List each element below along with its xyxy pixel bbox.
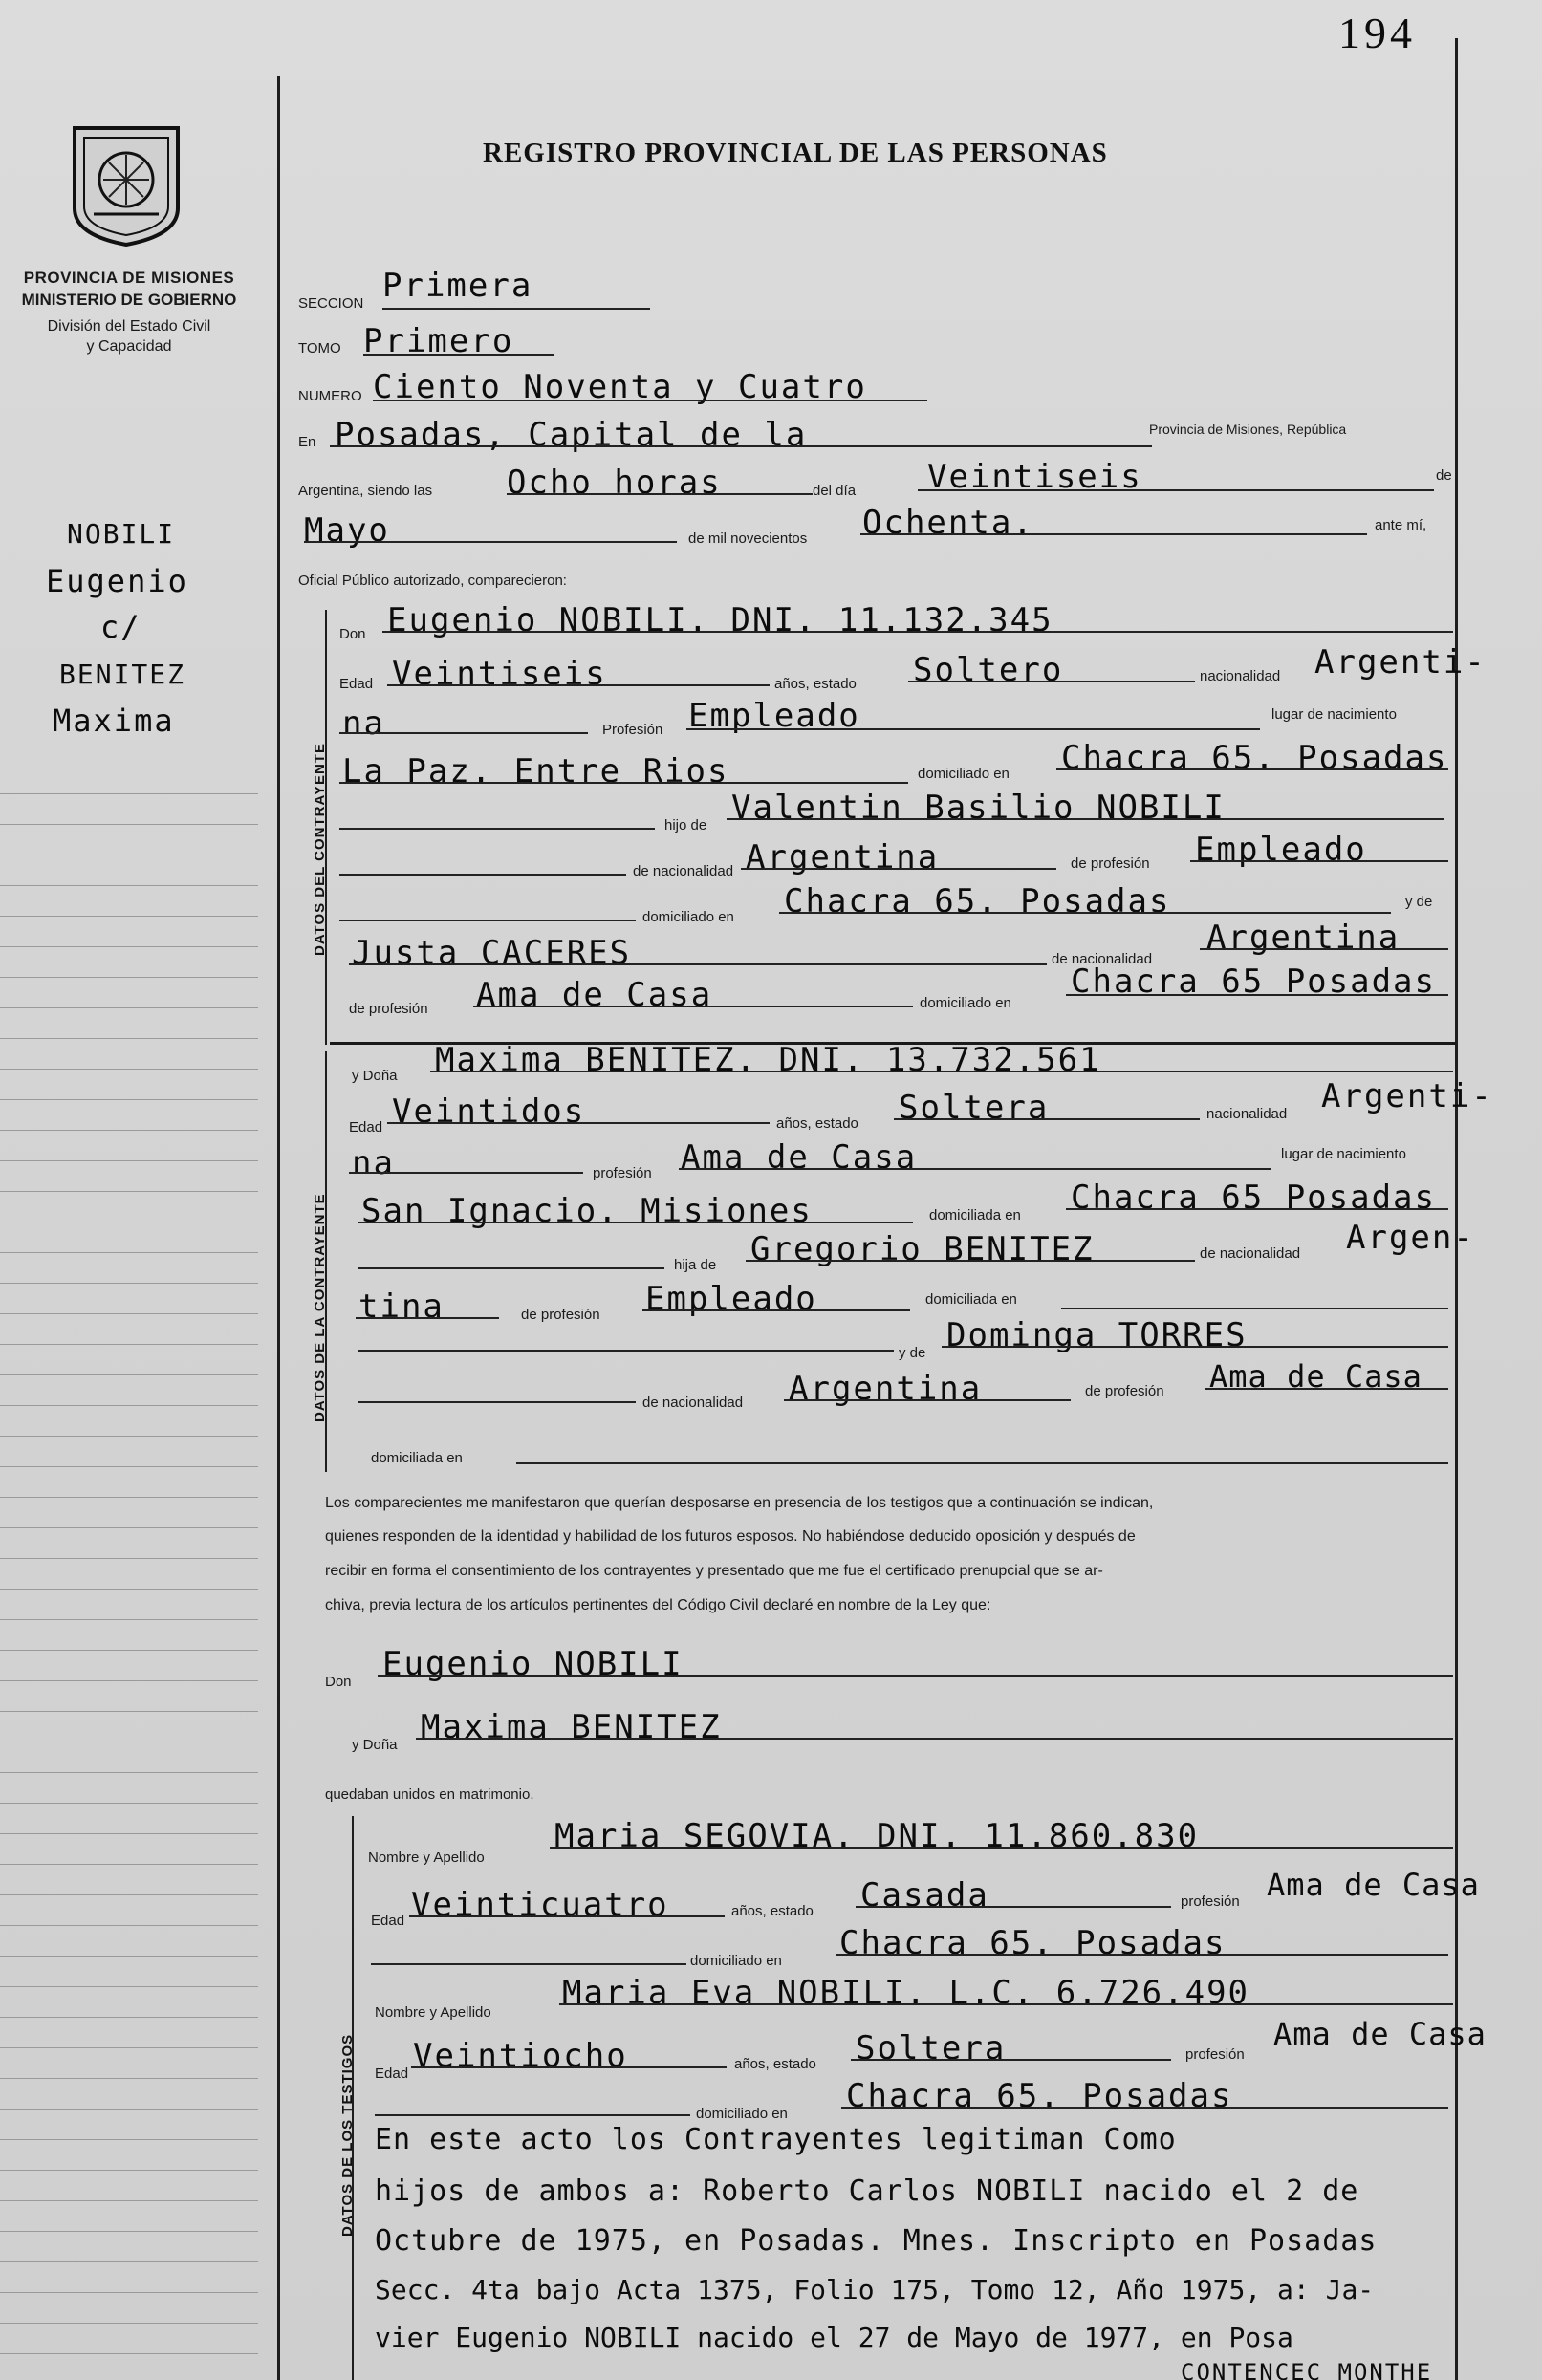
contrayenta-madre-dom-label: domiciliada en [371, 1450, 463, 1466]
margin-ruled-line [0, 2323, 258, 2324]
office-province: PROVINCIA DE MISIONES [23, 269, 235, 287]
margin-ruled-line [0, 1130, 258, 1131]
margin-ruled-line [0, 1038, 258, 1039]
document-title: REGISTRO PROVINCIAL DE LAS PERSONAS [483, 138, 1108, 168]
anio-line [860, 533, 1367, 535]
contrayente-hijo-pre-line [339, 828, 655, 830]
testigo1-domicilio-line [836, 1954, 1448, 1956]
contrayente-domicilio-line [1056, 768, 1448, 770]
margin-ruled-line [0, 2231, 258, 2232]
margin-ruled-line [0, 1864, 258, 1865]
contrayente-padre-pre-line [339, 874, 626, 876]
nota-line3: Octubre de 1975, en Posadas. Mnes. Inscripto en Posadas [375, 2224, 1378, 2258]
testigo1-edad: Veinticuatro [411, 1886, 669, 1924]
contrayente-padre-prof-label: de profesión [1071, 855, 1150, 872]
contrayente-madre-dom-line [1066, 994, 1448, 996]
declaration-don-line [378, 1675, 1453, 1677]
contrayenta-madre-profesion: Ama de Casa [1209, 1358, 1423, 1395]
contrayenta-edad-label: Edad [349, 1119, 383, 1136]
seal-emblem-icon [65, 122, 187, 249]
don-label: Don [339, 626, 366, 642]
contrayenta-edad-line [387, 1122, 770, 1124]
contrayente-madre-prof-label: de profesión [349, 1001, 428, 1017]
contrayenta-padre-prof-line [642, 1309, 910, 1311]
contrayenta-madre-nac-label: de nacionalidad [642, 1395, 744, 1411]
contrayente-lugar-nac-line [339, 782, 908, 784]
folio-number: 194 [1338, 9, 1416, 57]
margin-ruled-line [0, 2353, 258, 2354]
contrayente-estado-line [908, 681, 1195, 682]
contrayenta-nacionalidad-a: Argenti- [1321, 1077, 1493, 1115]
contrayenta-padre-nac-line [356, 1317, 499, 1319]
contrayente-madre-prof-line [473, 1006, 913, 1007]
contrayenta-padre-nac-label: de nacionalidad [1200, 1245, 1301, 1262]
contrayente-padre-nac-label: de nacionalidad [633, 863, 734, 879]
numero-label: NUMERO [298, 388, 362, 404]
margin-note-line4: BENITEZ [59, 659, 186, 690]
contrayente-domicilio-label: domiciliado en [918, 766, 1010, 782]
margin-ruled-line [0, 1772, 258, 1773]
contrayente-edad: Veintiseis [392, 655, 607, 693]
testigo2-estado: Soltera [856, 2029, 1007, 2067]
contrayenta-madre-dom-line [516, 1462, 1448, 1464]
nota-line6: CONTENCEC MONTHE [1181, 2359, 1433, 2380]
contrayenta-nacionalidad-label: nacionalidad [1206, 1106, 1288, 1122]
margin-ruled-line [0, 1619, 258, 1620]
contrayenta-madre-line [942, 1346, 1448, 1348]
margin-ruled-line [0, 2292, 258, 2293]
declaration-dona: Maxima BENITEZ [421, 1708, 722, 1746]
margin-ruled-line [0, 1527, 258, 1528]
contrayenta-madre-nacionalidad: Argentina [789, 1370, 983, 1408]
contrayenta-domicilio: Chacra 65 Posadas [1071, 1179, 1436, 1217]
testigo1-dom-pre-line [371, 1963, 686, 1965]
contrayente-padre-line [727, 818, 1444, 820]
contrayenta-nombre: Maxima BENITEZ. DNI. 13.732.561 [435, 1041, 1101, 1079]
declaration-line4: chiva, previa lectura de los artículos pertinentes del Código Civil declaré en nombre de la Ley que: [325, 1597, 991, 1613]
margin-ruled-line [0, 1956, 258, 1957]
margin-note-line3: c/ [100, 609, 141, 645]
ante-mi-label: ante mí, [1375, 517, 1427, 533]
contrayenta-nombre-line [430, 1071, 1453, 1072]
mes-value: Mayo [304, 511, 390, 550]
testigo1-nombre-label: Nombre y Apellido [368, 1850, 485, 1866]
contrayente-madre-line [349, 963, 1047, 965]
contrayenta-madre-nac-line [784, 1399, 1071, 1401]
contrayenta-hija-label: hija de [674, 1257, 717, 1273]
contrayente-estado: Soltero [913, 651, 1064, 689]
margin-ruled-line [0, 2200, 258, 2201]
margin-note-line5: Maxima [53, 703, 175, 739]
contrayente-edad-label: Edad [339, 676, 374, 692]
margin-ruled-line [0, 1007, 258, 1008]
provincial-seal [65, 122, 187, 249]
dona-label: y Doña [352, 1068, 398, 1084]
margin-ruled-line [0, 2170, 258, 2171]
numero-line [373, 400, 927, 401]
margin-ruled-line [0, 2017, 258, 2018]
margin-ruled-line [0, 1191, 258, 1192]
contrayente-nombre-line [382, 631, 1453, 633]
margin-ruled-line [0, 2109, 258, 2110]
contrayente-padre-dom-line [779, 912, 1391, 914]
contrayenta-padre-nacionalidad-a: Argen- [1346, 1219, 1475, 1257]
margin-ruled-line [0, 2139, 258, 2140]
hora-value: Ocho horas [507, 464, 722, 502]
testigo2-estado-line [851, 2059, 1171, 2061]
contrayenta-lugar-nac-label: lugar de nacimiento [1281, 1146, 1406, 1162]
contrayenta-hija-pre-line [358, 1267, 664, 1269]
testigo2-domicilio-line [841, 2107, 1448, 2109]
contrayenta-madre-nac-pre-line [358, 1401, 636, 1403]
testigo2-profesion-label: profesión [1185, 2046, 1245, 2063]
contrayente-side-label: DATOS DEL CONTRAYENTE [312, 743, 328, 956]
margin-ruled-line [0, 1894, 258, 1895]
testigo1-edad-line [409, 1915, 725, 1917]
argentina-label: Argentina, siendo las [298, 483, 433, 499]
mes-line [304, 541, 677, 543]
hora-line [507, 493, 813, 495]
margin-ruled-line [0, 2047, 258, 2048]
contrayente-hijo-label: hijo de [664, 817, 707, 833]
contrayente-y-de-label: y de [1405, 894, 1433, 910]
margin-ruled-line [0, 1589, 258, 1590]
nota-line5: vier Eugenio NOBILI nacido el 27 de Mayo de 1977, en Posa [375, 2322, 1293, 2353]
nota-line1: En este acto los Contrayentes legitiman Como [375, 2123, 1177, 2156]
testigo1-estado: Casada [860, 1876, 989, 1915]
contrayente-domicilio: Chacra 65. Posadas [1061, 739, 1448, 777]
contrayente-padre-dom-label: domiciliado en [642, 909, 734, 925]
contrayente-madre-dom-label: domiciliado en [920, 995, 1011, 1011]
nota-line4: Secc. 4ta bajo Acta 1375, Folio 175, Tomo 12, Año 1975, a: Ja- [375, 2274, 1375, 2305]
margin-ruled-line [0, 1680, 258, 1681]
contrayenta-padre: Gregorio BENITEZ [750, 1230, 1095, 1268]
office-block [0, 270, 258, 355]
margin-ruled-line [0, 793, 258, 794]
seccion-label: SECCION [298, 295, 364, 312]
margin-ruled-line [0, 1283, 258, 1284]
margin-ruled-line [0, 1405, 258, 1406]
contrayente-padre-profesion: Empleado [1195, 831, 1367, 869]
tomo-label: TOMO [298, 340, 341, 357]
contrayenta-domicilio-label: domiciliada en [929, 1207, 1021, 1223]
contrayente-nacionalidad-b: na [342, 704, 385, 743]
contrayenta-profesion-line [679, 1168, 1271, 1170]
contrayente-padre-domicilio: Chacra 65. Posadas [784, 882, 1171, 920]
testigo1-edad-label: Edad [371, 1913, 405, 1929]
provincia-label: Provincia de Misiones, República [1149, 422, 1347, 437]
margin-ruled-line [0, 1069, 258, 1070]
margin-ruled-line [0, 1925, 258, 1926]
contrayente-edad-line [387, 684, 770, 686]
contrayenta-madre-prof-label: de profesión [1085, 1383, 1164, 1399]
declaration-line1: Los comparecientes me manifestaron que querían desposarse en presencia de los testigos que a continuación se indican, [325, 1495, 1154, 1511]
declaration-quedaban: quedaban unidos en matrimonio. [325, 1786, 534, 1803]
testigo1-domicilio-label: domiciliado en [690, 1953, 782, 1969]
testigo1-estado-line [856, 1906, 1171, 1908]
testigo2-edad-line [411, 2066, 727, 2068]
contrayenta-estado-line [894, 1118, 1200, 1120]
contrayenta-profesion: Ama de Casa [681, 1138, 918, 1177]
margin-ruled-line [0, 1466, 258, 1467]
contrayente-lugar-nac-label: lugar de nacimiento [1271, 706, 1397, 723]
margin-ruled-line [0, 1558, 258, 1559]
margin-ruled-line [0, 1803, 258, 1804]
margin-ruled-line [0, 1650, 258, 1651]
contrayente-padre-dom-pre-line [339, 920, 636, 921]
contrayente-padre-prof-line [1190, 860, 1448, 862]
contrayente-madre-nacionalidad: Argentina [1206, 919, 1401, 957]
contrayente-madre-nac-line [1200, 948, 1448, 950]
contrayenta-estado-label: años, estado [776, 1115, 858, 1132]
margin-ruled-line [0, 2078, 258, 2079]
contrayenta-padre-prof-label: de profesión [521, 1307, 600, 1323]
anio-value: Ochenta. [862, 504, 1034, 542]
contrayenta-madre-pre-line [358, 1350, 894, 1352]
contrayente-estado-label: años, estado [774, 676, 857, 692]
lugar-line [330, 445, 1152, 447]
contrayenta-padre-profesion: Empleado [645, 1280, 817, 1318]
margin-ruled-line [0, 1711, 258, 1712]
margin-ruled-line [0, 977, 258, 978]
office-ministry: MINISTERIO DE GOBIERNO [21, 291, 237, 309]
margin-ruled-line [0, 1313, 258, 1314]
contrayente-padre-nacionalidad: Argentina [746, 838, 940, 876]
contrayenta-padre-dom-line [1061, 1308, 1448, 1309]
contrayente-profesion-line [686, 728, 1260, 730]
margin-ruled-line [0, 1497, 258, 1498]
testigo1-nombre: Maria SEGOVIA. DNI. 11.860.830 [554, 1817, 1200, 1855]
testigo2-domicilio-label: domiciliado en [696, 2106, 788, 2122]
contrayenta-estado: Soltera [899, 1089, 1050, 1127]
margin-ruled-line [0, 1252, 258, 1253]
dia-value: Veintiseis [927, 458, 1142, 496]
testigo1-nombre-line [550, 1847, 1453, 1849]
contrayenta-domicilio-line [1066, 1208, 1448, 1210]
margin-ruled-line [0, 1833, 258, 1834]
contrayenta-padre-dom-label: domiciliada en [925, 1291, 1017, 1308]
dia-line [918, 489, 1434, 491]
contrayente-nacionalidad-label: nacionalidad [1200, 668, 1281, 684]
contrayenta-madre: Dominga TORRES [946, 1316, 1248, 1354]
margin-ruled-line [0, 1344, 258, 1345]
testigo1-domicilio: Chacra 65. Posadas [839, 1924, 1227, 1962]
testigo2-nombre: Maria Eva NOBILI. L.C. 6.726.490 [562, 1974, 1250, 2012]
testigo1-profesion: Ama de Casa [1267, 1867, 1480, 1903]
testigo1-profesion-label: profesión [1181, 1893, 1240, 1910]
contrayenta-lugar-nac-line [358, 1222, 913, 1223]
contrayenta-profesion-label: profesión [593, 1165, 652, 1181]
seccion-value: Primera [382, 267, 533, 305]
testigo2-edad-label: Edad [375, 2066, 409, 2082]
margin-ruled-line [0, 946, 258, 947]
testigos-side-label: DATOS DE LOS TESTIGOS [339, 2033, 356, 2237]
declaration-line3: recibir en forma el consentimiento de los contrayentes y presentado que me fue el certificado prenupcial que se ar- [325, 1563, 1103, 1579]
contrayenta-side-label: DATOS DE LA CONTRAYENTE [312, 1193, 328, 1422]
margin-ruled-line [0, 916, 258, 917]
del-dia-label: del día [813, 483, 857, 499]
margin-ruled-line [0, 1436, 258, 1437]
office-division: División del Estado Civil [47, 318, 211, 335]
contrayente-madre-domicilio: Chacra 65 Posadas [1071, 963, 1436, 1001]
de-mil-label: de mil novecientos [688, 530, 808, 547]
testigo2-nombre-label: Nombre y Apellido [375, 2004, 491, 2021]
testigo2-dom-pre-line [375, 2114, 690, 2116]
contrayenta-nacionalidad-b: na [352, 1144, 395, 1182]
contrayente-profesion: Empleado [688, 697, 860, 735]
lugar-value: Posadas, Capital de la [335, 416, 808, 454]
contrayente-lugar-nacimiento: La Paz. Entre Rios [342, 752, 729, 790]
contrayenta-y-de-label: y de [899, 1345, 926, 1361]
de-label: de [1436, 467, 1452, 484]
contrayenta-madre-prof-line [1205, 1388, 1448, 1390]
declaration-line2: quienes responden de la identidad y habilidad de los futuros esposos. No habiéndose deducido oposición y después de [325, 1528, 1136, 1545]
testigo2-profesion: Ama de Casa [1273, 2016, 1487, 2052]
margin-ruled-line [0, 2261, 258, 2262]
oficial-label: Oficial Público autorizado, comparecieron: [298, 573, 567, 589]
contrayenta-nac-line [349, 1172, 583, 1174]
numero-value: Ciento Noventa y Cuatro [373, 368, 867, 406]
nota-line2: hijos de ambos a: Roberto Carlos NOBILI nacido el 2 de [375, 2174, 1359, 2208]
testigo2-nombre-line [559, 2003, 1453, 2005]
testigo2-estado-label: años, estado [734, 2056, 816, 2072]
tomo-value: Primero [363, 322, 514, 360]
contrayente-padre: Valentin Basilio NOBILI [731, 789, 1226, 827]
contrayente-nac-line [339, 732, 588, 734]
testigo2-domicilio: Chacra 65. Posadas [846, 2077, 1233, 2115]
margin-ruled-line [0, 1099, 258, 1100]
contrayente-nacionalidad-a: Argenti- [1314, 643, 1487, 682]
tomo-line [363, 354, 554, 356]
declaration-dona-label: y Doña [352, 1737, 398, 1753]
contrayenta-padre-line [746, 1260, 1195, 1262]
declaration-don-label: Don [325, 1674, 352, 1690]
contrayente-madre: Justa CACERES [352, 934, 632, 972]
margin-ruled-line [0, 824, 258, 825]
left-frame-line [277, 76, 280, 2380]
contrayente-madre-nac-label: de nacionalidad [1052, 951, 1153, 967]
margin-note-line2: Eugenio [46, 563, 188, 599]
contrayente-madre-profesion: Ama de Casa [476, 976, 713, 1014]
declaration-don: Eugenio NOBILI [382, 1645, 684, 1683]
en-label: En [298, 434, 316, 450]
seccion-line [382, 308, 650, 310]
margin-ruled-line [0, 1160, 258, 1161]
contrayente-nombre: Eugenio NOBILI. DNI. 11.132.345 [387, 601, 1053, 639]
contrayenta-padre-nacionalidad-b: tina [358, 1287, 445, 1326]
office-capacity: y Capacidad [86, 338, 172, 355]
margin-ruled-line [0, 885, 258, 886]
margin-note-line1: NOBILI [67, 518, 176, 550]
contrayenta-edad: Veintidos [392, 1093, 586, 1131]
margin-ruled-line [0, 1986, 258, 1987]
contrayenta-lugar-nacimiento: San Ignacio. Misiones [361, 1192, 813, 1230]
testigo1-estado-label: años, estado [731, 1903, 814, 1919]
contrayente-padre-nac-line [741, 868, 1056, 870]
margin-ruled-line [0, 1374, 258, 1375]
testigo2-edad: Veintiocho [413, 2037, 628, 2075]
contrayente-profesion-label: Profesión [602, 722, 663, 738]
declaration-dona-line [416, 1738, 1453, 1740]
